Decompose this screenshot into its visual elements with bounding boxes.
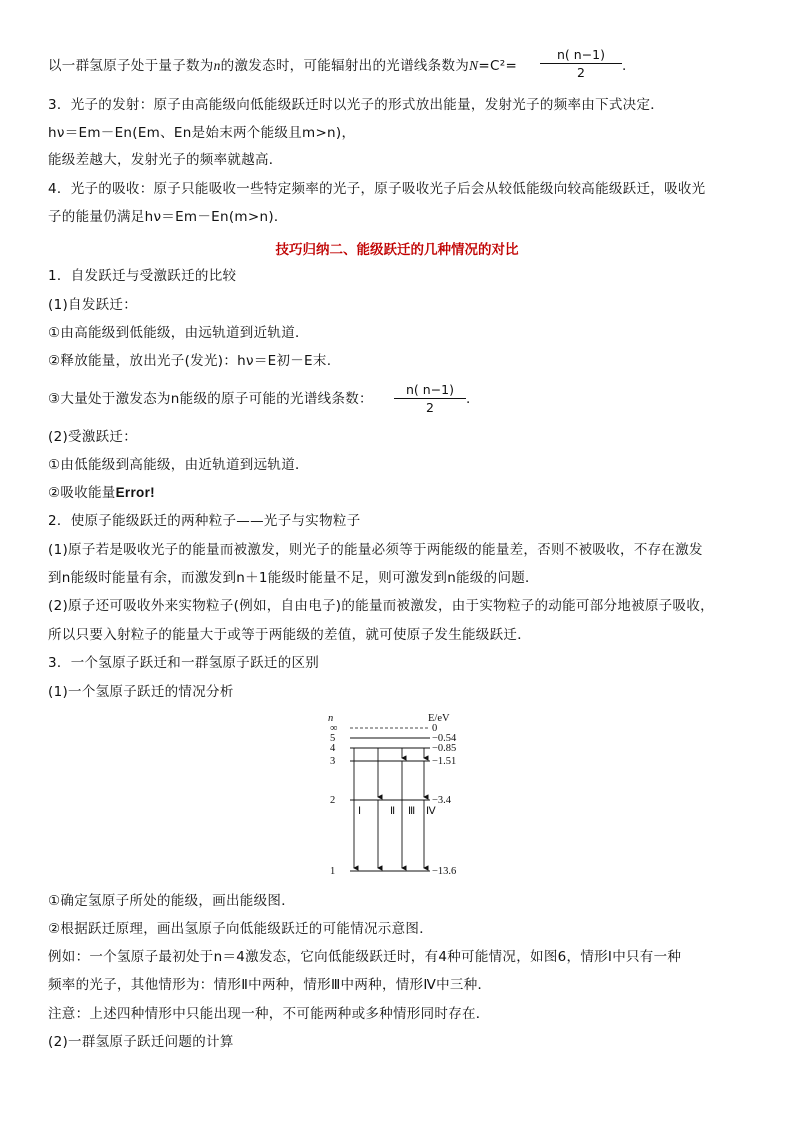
text-line: (2)一群氢原子跃迁问题的计算 (48, 1034, 234, 1050)
case-label-4: Ⅳ (426, 806, 436, 817)
level-3-n: 3 (330, 756, 336, 767)
text-line: (1)一个氢原子跃迁的情况分析 (48, 684, 234, 700)
energy-level-diagram (320, 710, 480, 882)
text-line: (1)原子若是吸收光子的能量而被激发，则光子的能量必须等于两能级的能量差，否则不被吸收，不存在激发 (48, 542, 703, 558)
text-line: 3．一个氢原子跃迁和一群氢原子跃迁的区别 (48, 655, 320, 671)
level-5-n: 5 (330, 733, 336, 744)
case-label-2: Ⅱ (390, 806, 396, 817)
text-line: ③大量处于激发态为n能级的原子可能的光谱线条数： (48, 391, 373, 407)
text-line: ②释放能量，放出光子(发光)：hν＝E初－E末. (48, 353, 332, 369)
n-axis-label: n (328, 713, 334, 724)
section-heading: 技巧归纳二、能级跃迁的几种情况的对比 (275, 242, 519, 258)
level-1-e: −13.6 (432, 866, 457, 877)
text-line: 所以只要入射粒子的能量大于或等于两能级的差值，就可使原子发生能级跃迁． (48, 627, 531, 643)
text-line: (1)自发跃迁： (48, 297, 138, 313)
text-line: ②吸收能量Error! (48, 485, 155, 501)
text-line: 以一群氢原子处于量子数为n的激发态时，可能辐射出的光谱线条数为N=C²= (48, 58, 518, 74)
level-infinity-n: ∞ (330, 723, 338, 734)
text-line: 到n能级时能量有余，而激发到n＋1能级时能量不足，则可激发到n能级的问题． (48, 570, 539, 586)
fraction-spectral-lines: $\frac{n( n-1)}{2}$ (540, 47, 622, 80)
level-4-n: 4 (330, 743, 336, 754)
text-line: . (466, 391, 471, 407)
text-line: 子的能量仍满足hν＝Em－En(m>n)． (48, 209, 288, 225)
text-line: (2)原子还可吸收外来实物粒子(例如，自由电子)的能量而被激发，由于实物粒子的动能可部分地被原子吸收， (48, 598, 714, 614)
level-2-n: 2 (330, 795, 336, 806)
text-line: ①由低能级到高能级，由近轨道到远轨道． (48, 457, 309, 473)
text-line: 1．自发跃迁与受激跃迁的比较 (48, 268, 237, 284)
level-2-e: −3.4 (432, 795, 452, 806)
case-label-1: Ⅰ (358, 806, 362, 817)
text-line: 注意：上述四种情形中只能出现一种，不可能两种或多种情形同时存在． (48, 1006, 490, 1022)
text-line: ①由高能级到低能级，由远轨道到近轨道． (48, 325, 309, 341)
text-line: 3．光子的发射：原子由高能级向低能级跃迁时以光子的形式放出能量，发射光子的频率由下式决定． (48, 97, 665, 113)
level-3-e: −1.51 (432, 756, 457, 767)
text-line: . (622, 58, 627, 74)
text-line: 例如：一个氢原子最初处于n＝4激发态，它向低能级跃迁时，有4种可能情况，如图6，情形Ⅰ中只有一种 (48, 949, 682, 965)
text-line: 频率的光子，其他情形为：情形Ⅱ中两种，情形Ⅲ中两种，情形Ⅳ中三种． (48, 977, 492, 993)
text-line: 4．光子的吸收：原子只能吸收一些特定频率的光子，原子吸收光子后会从较低能级向较高能级跃迁，吸收光 (48, 181, 706, 197)
text-line: hν＝Em－En(Em、En是始末两个能级且m>n)， (48, 125, 356, 141)
case-label-3: Ⅲ (408, 806, 416, 817)
text-line: (2)受激跃迁： (48, 429, 138, 445)
text-line: ①确定氢原子所处的能级，画出能级图． (48, 893, 296, 909)
energy-axis-label: E/eV (428, 713, 450, 724)
level-5-e: −0.54 (432, 733, 457, 744)
level-4-e: −0.85 (432, 743, 457, 754)
text-line: ②根据跃迁原理，画出氢原子向低能级跃迁的可能情况示意图． (48, 921, 434, 937)
text-line: 能级差越大，发射光子的频率就越高． (48, 152, 283, 168)
text-line: 2．使原子能级跃迁的两种粒子——光子与实物粒子 (48, 513, 361, 529)
level-1-n: 1 (330, 866, 336, 877)
level-infinity-e: 0 (432, 723, 438, 734)
fraction-spectral-lines-2: $\frac{n( n-1)}{2}$ (394, 382, 466, 415)
